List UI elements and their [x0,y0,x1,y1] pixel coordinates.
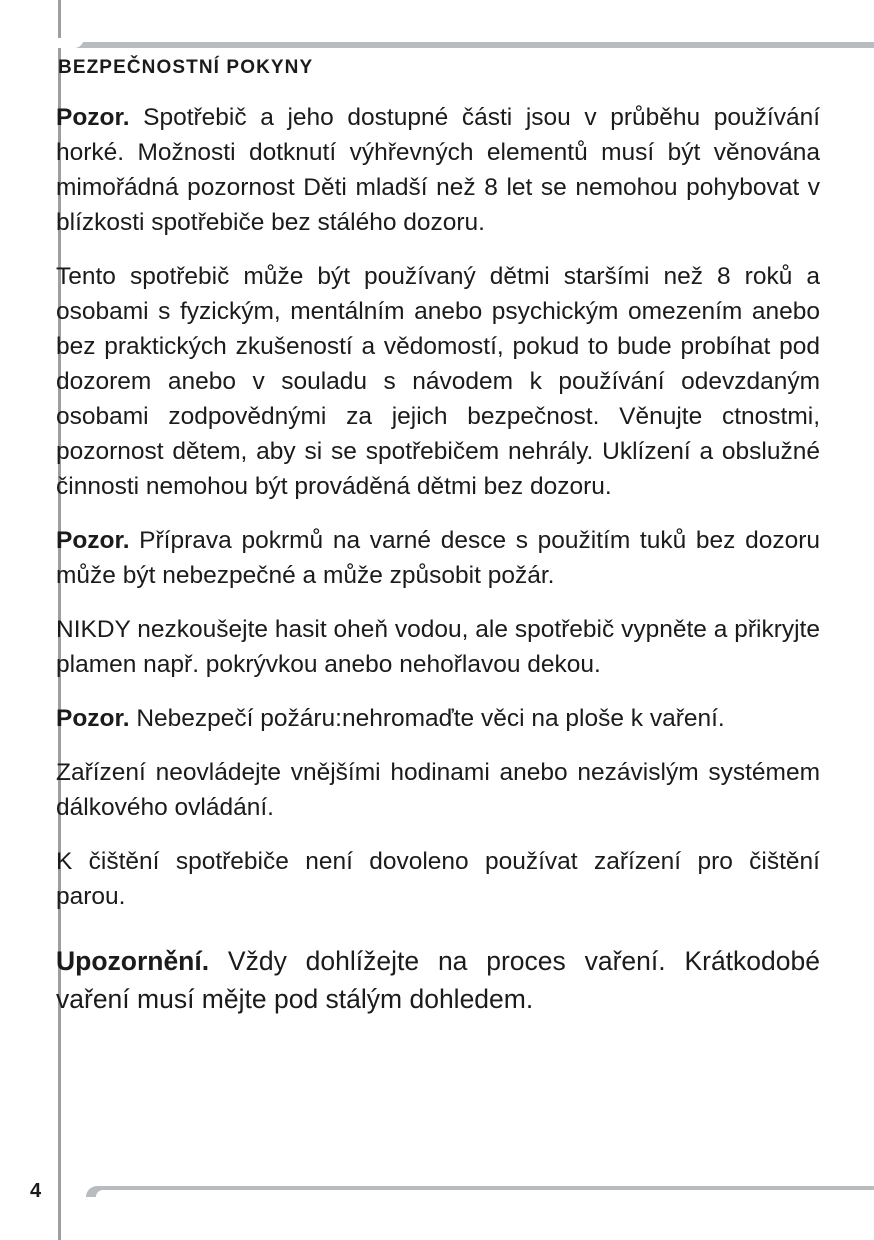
header-band-highlight [70,38,874,42]
paragraph-text: Nebezpečí požáru:nehromaďte věci na ploše k vaření. [129,705,725,732]
paragraph [56,259,820,504]
paragraph-text: Tento spotřebič může být používaný dětmi staršími než 8 roků a osobami s fyzickým, mentálním anebo psychickým omezením anebo bez praktických zkušeností a vědomostí, pokud to bude probíhat pod dozorem anebo v souladu s návodem k používání odevzdaným osobami zodpovědnými za jejich bezpečnost. Věnujte ctnostmi, pozornost dětem, aby si se spotřebičem nehrály. Uklízení a obslužné činnosti nemohou být prováděná dětmi bez dozoru. [56,263,820,500]
paragraph-text: Zařízení neovládejte vnějšími hodinami anebo nezávislým systémem dálkového ovládání. [56,759,820,821]
paragraph-lead: Pozor. [56,104,130,131]
paragraph-lead: Pozor. [56,527,130,554]
body-text [56,100,820,1018]
paragraph [56,755,820,825]
paragraph-text: Spotřebič a jeho dostupné části jsou v průběhu používání horké. Možnosti dotknutí výhřevných elementů musí být věnována mimořádná pozornost Děti mladší než 8 let se nemohou pohybovat v blízkosti spotřebiče bez stálého dozoru. [56,104,820,236]
paragraph [56,100,820,240]
page-title: BEZPEČNOSTNÍ POKYNY [58,57,314,78]
page-number: 4 [30,1180,42,1202]
paragraph-warning [56,942,820,1018]
paragraph [56,612,820,682]
paragraph-text: Vždy dohlížejte na proces vaření. Krátkodobé vaření musí mějte pod stálým dohledem. [56,946,820,1014]
paragraph [56,523,820,593]
paragraph-text: Příprava pokrmů na varné desce s použitím tuků bez dozoru může být nebezpečné a může způsobit požár. [56,527,820,589]
paragraph-text: NIKDY nezkoušejte hasit oheň vodou, ale spotřebič vypněte a přikryjte plamen např. pokrývkou anebo nehořlavou dekou. [56,616,820,678]
footer-band-highlight [96,1190,874,1197]
paragraph [56,844,820,914]
paragraph-lead: Upozornění. [56,946,210,976]
paragraph-lead: Pozor. [56,705,130,732]
paragraph-text: K čištění spotřebiče není dovoleno používat zařízení pro čištění parou. [56,848,820,910]
paragraph [56,701,820,736]
